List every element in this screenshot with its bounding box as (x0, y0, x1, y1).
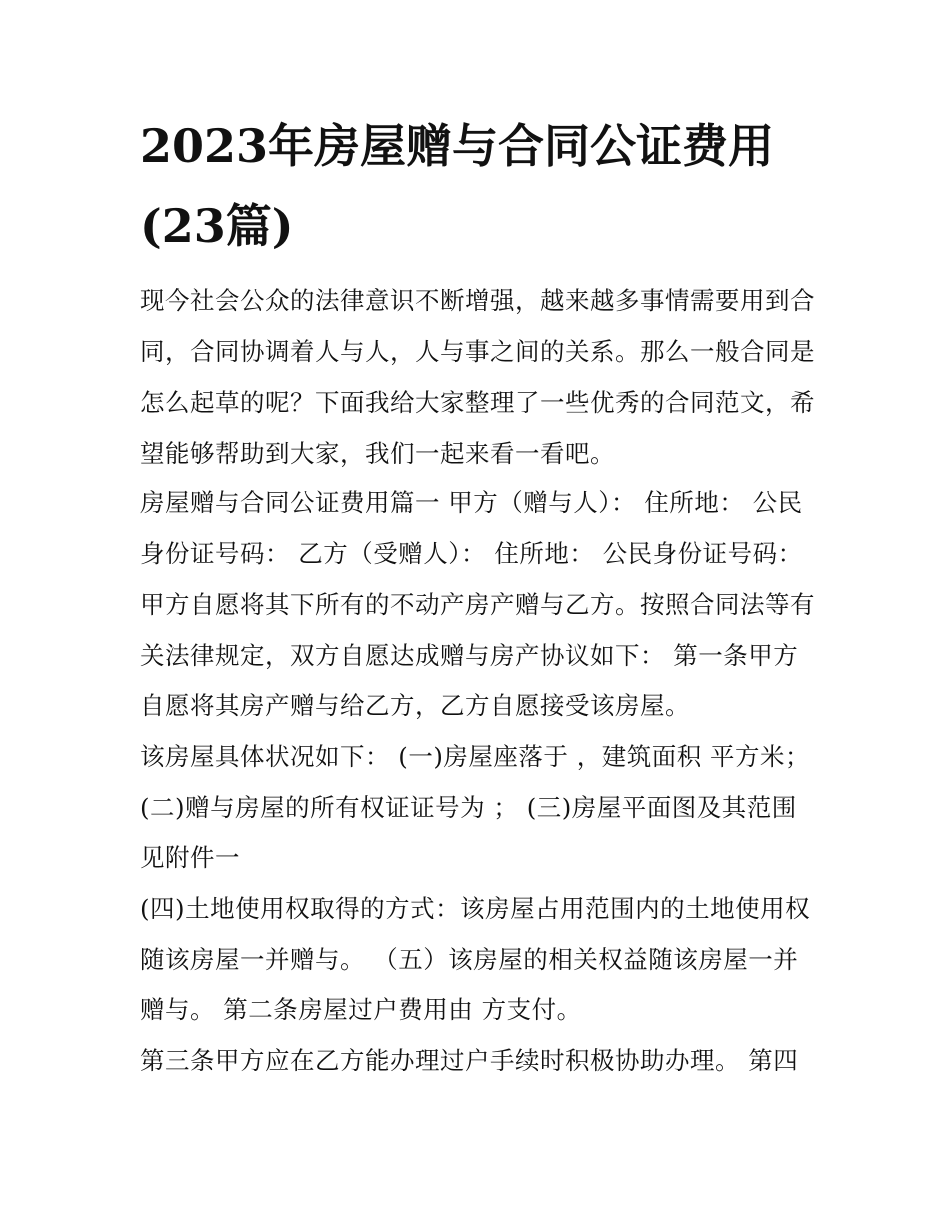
text-line: 怎么起草的呢？下面我给大家整理了一些优秀的合同范文，希 (140, 388, 815, 417)
text-line: (二)赠与房屋的所有权证证号为 ； (三)房屋平面图及其范围 (140, 793, 797, 822)
text-line: 身份证号码： 乙方（受赠人）： 住所地： 公民身份证号码： (140, 539, 803, 568)
text-line: 自愿将其房产赠与给乙方，乙方自愿接受该房屋。 (140, 691, 690, 720)
text-line: 赠与。 第二条房屋过户费用由 方支付。 (140, 995, 582, 1024)
text-line: 甲方自愿将其下所有的不动产房产赠与乙方。按照合同法等有 (140, 590, 815, 619)
text-line: 同，合同协调着人与人，人与事之间的关系。那么一般合同是 (140, 337, 815, 366)
text-line: 随该房屋一并赠与。 （五）该房屋的相关权益随该房屋一并 (140, 945, 799, 974)
document-title-line-2: (23篇) (140, 199, 294, 253)
text-line: 现今社会公众的法律意识不断增强，越来越多事情需要用到合 (140, 286, 815, 315)
text-line: (四)土地使用权取得的方式：该房屋占用范围内的土地使用权 (140, 894, 811, 923)
text-line: 见附件一 (140, 843, 240, 872)
text-line: 望能够帮助到大家，我们一起来看一看吧。 (140, 439, 615, 468)
text-line: 第三条甲方应在乙方能办理过户手续时积极协助办理。 第四 (140, 1046, 799, 1075)
text-line: 房屋赠与合同公证费用篇一 甲方（赠与人）： 住所地： 公民 (140, 488, 803, 517)
text-line: 关法律规定，双方自愿达成赠与房产协议如下： 第一条甲方 (140, 641, 799, 670)
text-line: 该房屋具体状况如下： (一)房屋座落于 ，建筑面积 平方米； (140, 742, 810, 771)
document-title-line-1: 2023年房屋赠与合同公证费用 (140, 119, 775, 173)
